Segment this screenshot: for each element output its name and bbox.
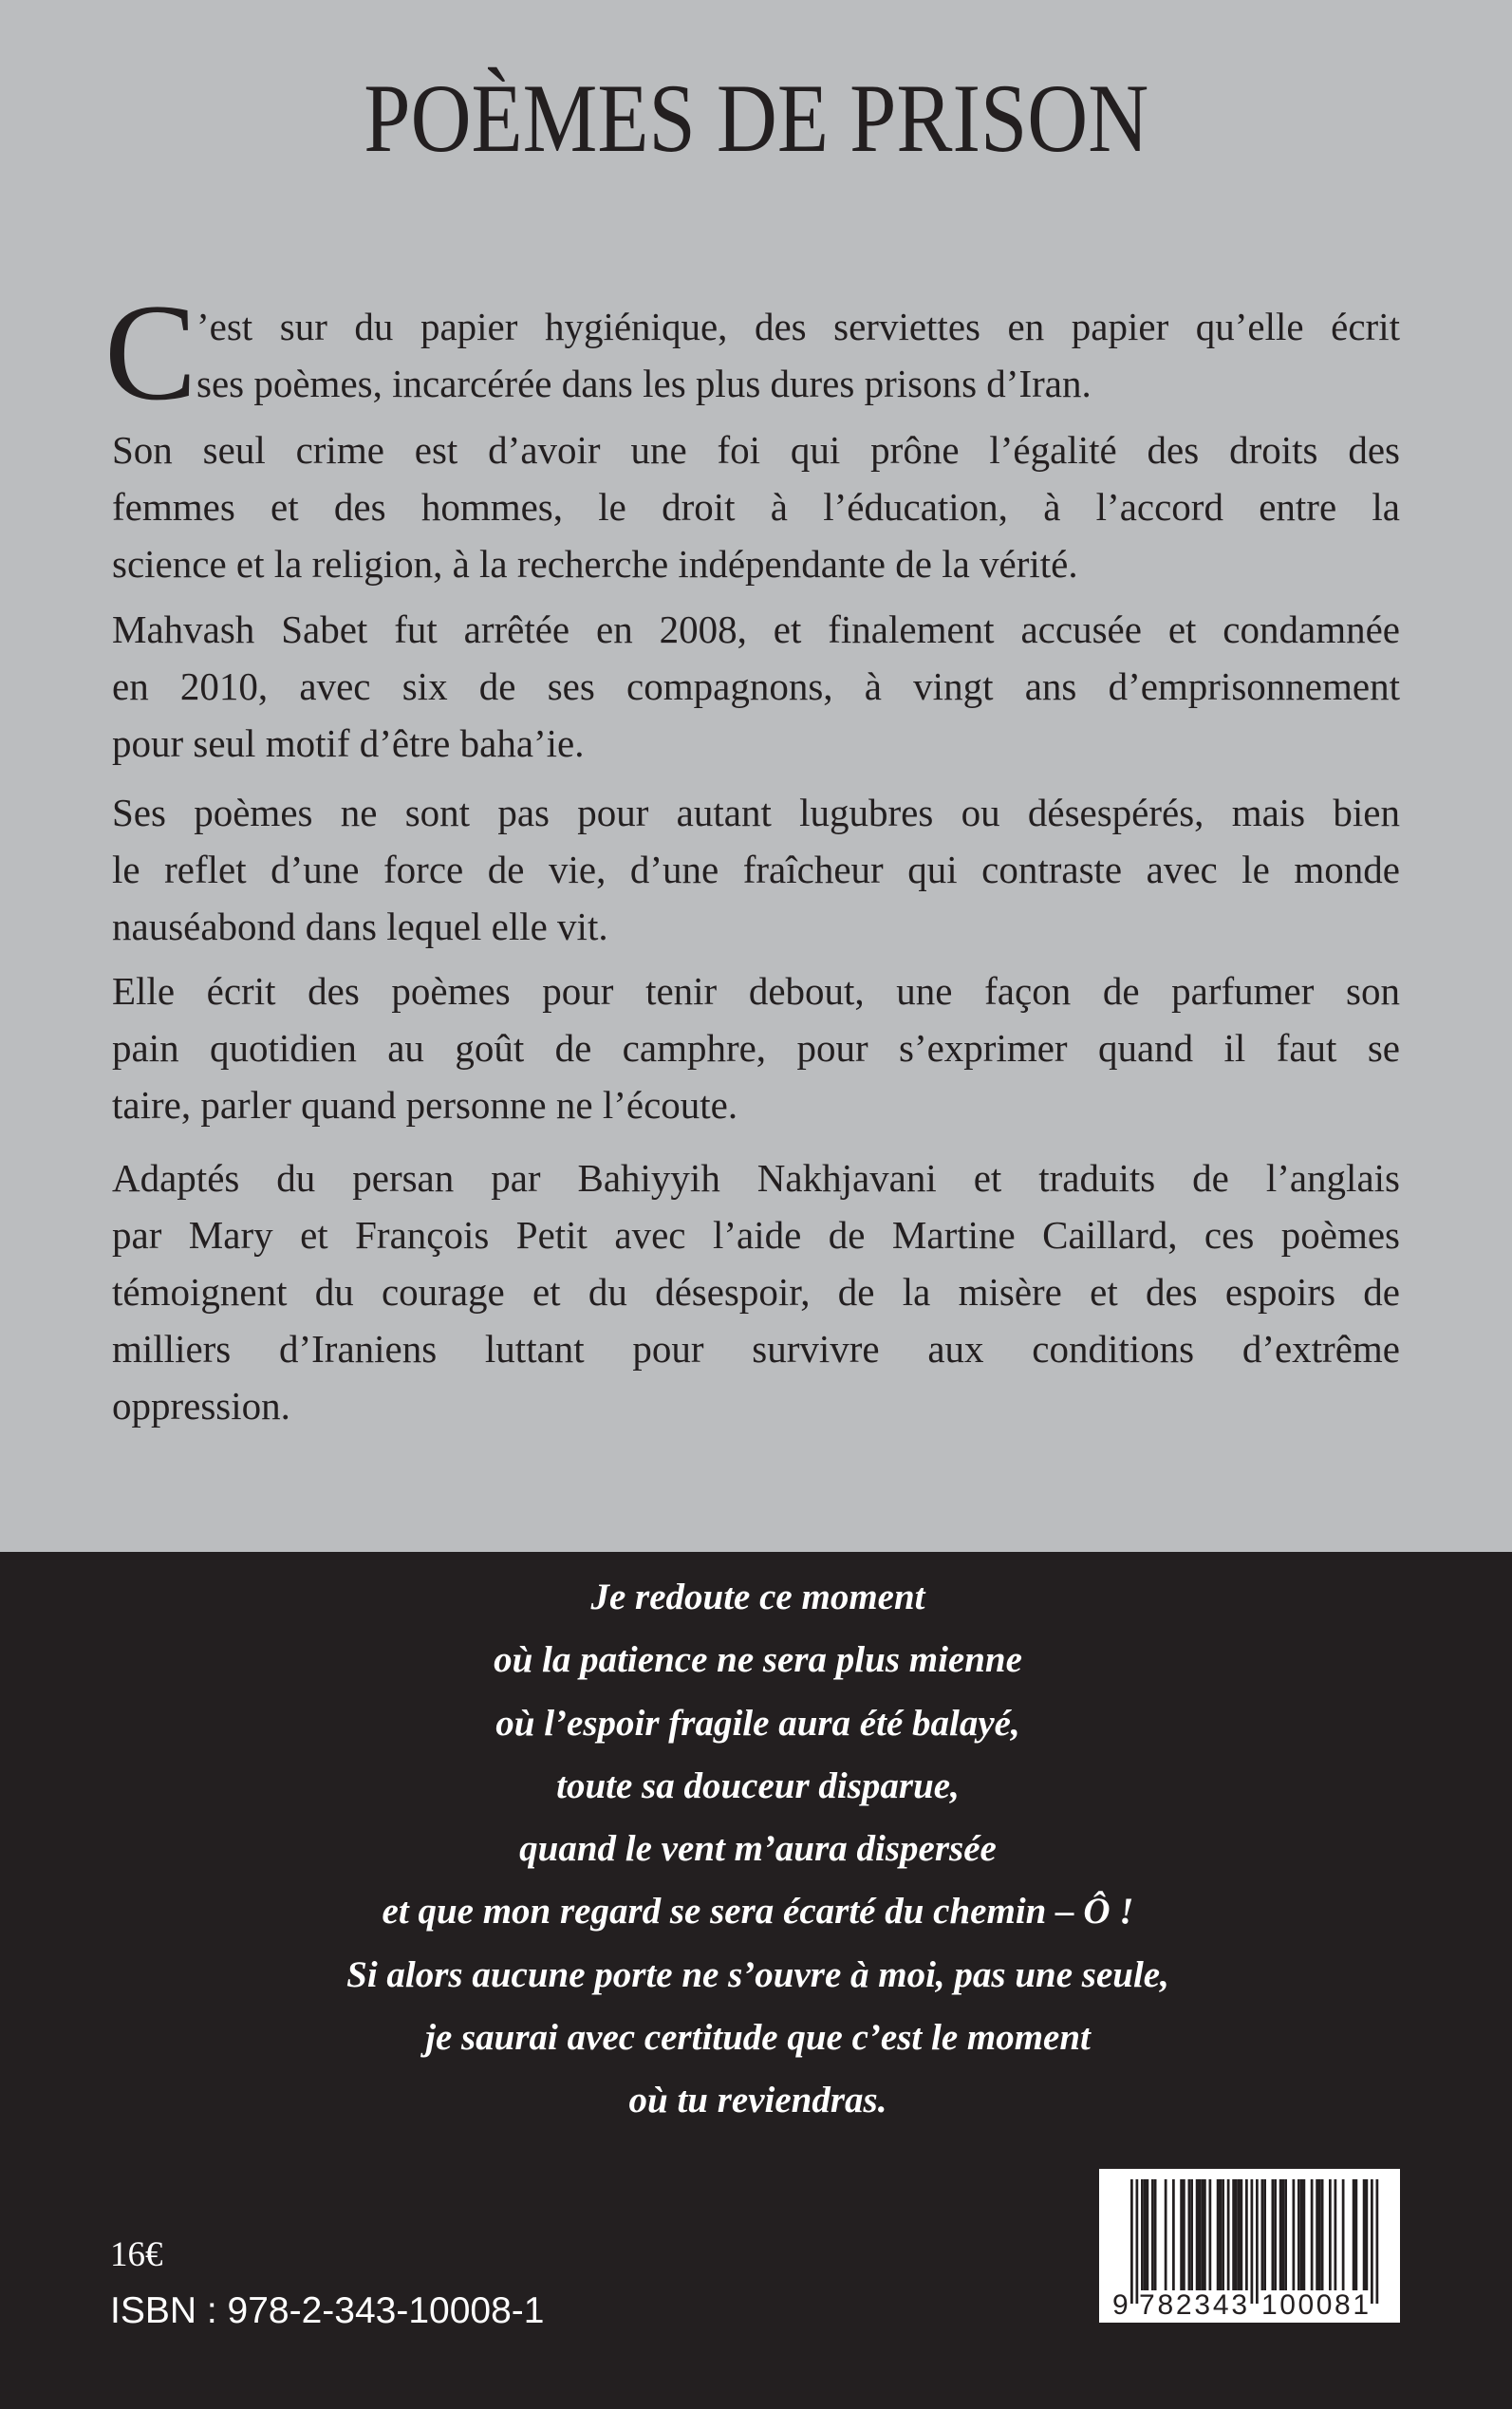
blurb-line: Son seul crime est d’avoir une foi qui prône l’égalité des droits des: [112, 428, 1400, 472]
blurb-line: le reflet d’une force de vie, d’une fraîcheur qui contraste avec le monde: [112, 848, 1400, 891]
barcode-right-digits: 100081: [1261, 2289, 1369, 2321]
blurb-line: Mahvash Sabet fut arrêtée en 2008, et finalement accusée et condamnée: [112, 607, 1400, 651]
blurb-line: pour seul motif d’être baha’ie.: [112, 721, 585, 765]
poem-line: Si alors aucune porte ne s’ouvre à moi, pas une seule,: [346, 1953, 1169, 1995]
blurb-line: Ses poèmes ne sont pas pour autant lugubres ou désespérés, mais bien: [112, 791, 1400, 834]
poem-line: où tu reviendras.: [628, 2080, 887, 2120]
blurb-paragraph-3: [112, 601, 1400, 772]
blurb-line: femmes et des hommes, le droit à l’éducation, à l’accord entre la: [112, 485, 1400, 529]
blurb-line: Adaptés du persan par Bahiyyih Nakhjavani et traduits de l’anglais: [112, 1156, 1400, 1200]
blurb-line: milliers d’Iraniens luttant pour survivre aux conditions d’extrême: [112, 1327, 1400, 1371]
poem-line: Je redoute ce moment: [590, 1577, 925, 1617]
blurb-line: pain quotidien au goût de camphre, pour s’exprimer quand il faut se: [112, 1026, 1400, 1070]
poem-excerpt: [0, 1566, 1512, 2132]
barcode-first-digit: 9: [1112, 2289, 1129, 2321]
blurb-line: nauséabond dans lequel elle vit.: [112, 905, 608, 948]
price-label: 16€: [110, 2235, 163, 2274]
poem-line: où la patience ne sera plus mienne: [494, 1639, 1022, 1681]
drop-cap: C: [104, 275, 197, 429]
blurb-paragraph-6: [112, 1149, 1400, 1434]
poem-line: où l’espoir fragile aura été balayé,: [495, 1702, 1020, 1744]
blurb-line: ses poèmes, incarcérée dans les plus dures prisons d’Iran.: [196, 362, 1092, 405]
blurb-paragraph-1: [196, 298, 1400, 412]
blurb-line: par Mary et François Petit avec l’aide de Martine Caillard, ces poèmes: [112, 1213, 1400, 1257]
isbn-label: ISBN : 978-2-343-10008-1: [110, 2290, 545, 2331]
blurb-line: ’est sur du papier hygiénique, des serviettes en papier qu’elle écrit: [196, 305, 1400, 348]
barcode: [1099, 2169, 1400, 2323]
blurb-line: oppression.: [112, 1384, 290, 1428]
blurb-line: témoignent du courage et du désespoir, de la misère et des espoirs de: [112, 1270, 1400, 1314]
blurb-line: en 2010, avec six de ses compagnons, à vingt ans d’emprisonnement: [112, 664, 1400, 708]
poem-line: et que mon regard se sera écarté du chemin – Ô !: [382, 1891, 1134, 1933]
book-title: [0, 65, 1512, 173]
poem-line: je saurai avec certitude que c’est le moment: [425, 2016, 1091, 2058]
book-title-text: POÈMES DE PRISON: [364, 65, 1148, 173]
blurb-line: Elle écrit des poèmes pour tenir debout, une façon de parfumer son: [112, 969, 1400, 1013]
barcode-left-digits: 782343: [1139, 2289, 1247, 2321]
poem-line: toute sa douceur disparue,: [556, 1765, 960, 1806]
blurb-paragraph-4: [112, 784, 1400, 955]
blurb-line: science et la religion, à la recherche indépendante de la vérité.: [112, 542, 1078, 586]
blurb-paragraph-2: [112, 421, 1400, 592]
blurb-paragraph-5: [112, 962, 1400, 1133]
blurb-line: taire, parler quand personne ne l’écoute.: [112, 1083, 738, 1127]
poem-line: quand le vent m’aura dispersée: [519, 1828, 997, 1869]
